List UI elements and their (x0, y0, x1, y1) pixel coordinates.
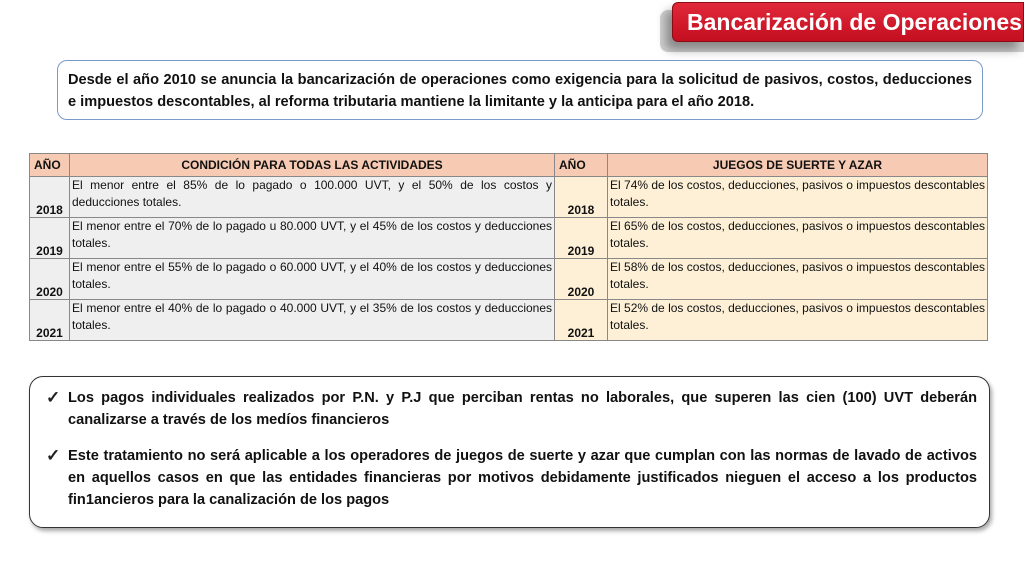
row-condition: El menor entre el 70% de lo pagado u 80.000 UVT, y el 45% de los costos y deducciones totales. (70, 218, 555, 259)
intro-box (57, 60, 983, 120)
note-text: Los pagos individuales realizados por P.N. y P.J que perciban rentas no laborales, que superen las cien (100) UVT deberán canalizarse a través de los medíos financieros (68, 390, 977, 428)
header-year-right: AÑO (555, 154, 608, 177)
rates-table (29, 153, 988, 341)
row-games: El 65% de los costos, deducciones, pasivos o impuestos descontables totales. (608, 218, 988, 259)
row-year-games: 2018 (555, 177, 608, 218)
checkmark-icon: ✓ (46, 388, 61, 407)
header-year-left: AÑO (30, 154, 70, 177)
table-header-row (30, 154, 988, 177)
row-year-games: 2019 (555, 218, 608, 259)
checkmark-icon: ✓ (46, 446, 61, 465)
row-year: 2019 (30, 218, 70, 259)
table-row (30, 177, 988, 218)
row-year-games: 2020 (555, 259, 608, 300)
header-condition: CONDICIÓN PARA TODAS LAS ACTIVIDADES (70, 154, 555, 177)
row-year-games: 2021 (555, 300, 608, 341)
row-games: El 74% de los costos, deducciones, pasivos o impuestos descontables totales. (608, 177, 988, 218)
page-title: Bancarización de Operaciones (687, 8, 1022, 35)
row-games: El 58% de los costos, deducciones, pasivos o impuestos descontables totales. (608, 259, 988, 300)
table-row (30, 259, 988, 300)
list-item (46, 445, 977, 511)
row-year: 2021 (30, 300, 70, 341)
row-games: El 52% de los costos, deducciones, pasivos o impuestos descontables totales. (608, 300, 988, 341)
row-year: 2018 (30, 177, 70, 218)
note-text: Este tratamiento no será aplicable a los operadores de juegos de suerte y azar que cumplan con las normas de lavado de activos en aquellos casos en que las entidades financieras por motivos debidamente justificados nieguen el acceso a los productos fin1ancieros para la canalización de los pagos (68, 448, 977, 508)
row-condition: El menor entre el 55% de lo pagado o 60.000 UVT, y el 40% de los costos y deducciones totales. (70, 259, 555, 300)
notes-box (29, 376, 990, 528)
table-row (30, 218, 988, 259)
intro-text: Desde el año 2010 se anuncia la bancarización de operaciones como exigencia para la solicitud de pasivos, costos, deducciones e impuestos descontables, al reforma tributaria mantiene la limitante y la anticipa para el año 2018. (68, 72, 972, 110)
list-item (46, 387, 977, 431)
header-games: JUEGOS DE SUERTE Y AZAR (608, 154, 988, 177)
table-row (30, 300, 988, 341)
row-condition: El menor entre el 85% de lo pagado o 100.000 UVT, y el 50% de los costos y deducciones totales. (70, 177, 555, 218)
row-condition: El menor entre el 40% de lo pagado o 40.000 UVT, y el 35% de los costos y deducciones totales. (70, 300, 555, 341)
row-year: 2020 (30, 259, 70, 300)
title-banner (672, 2, 1024, 42)
